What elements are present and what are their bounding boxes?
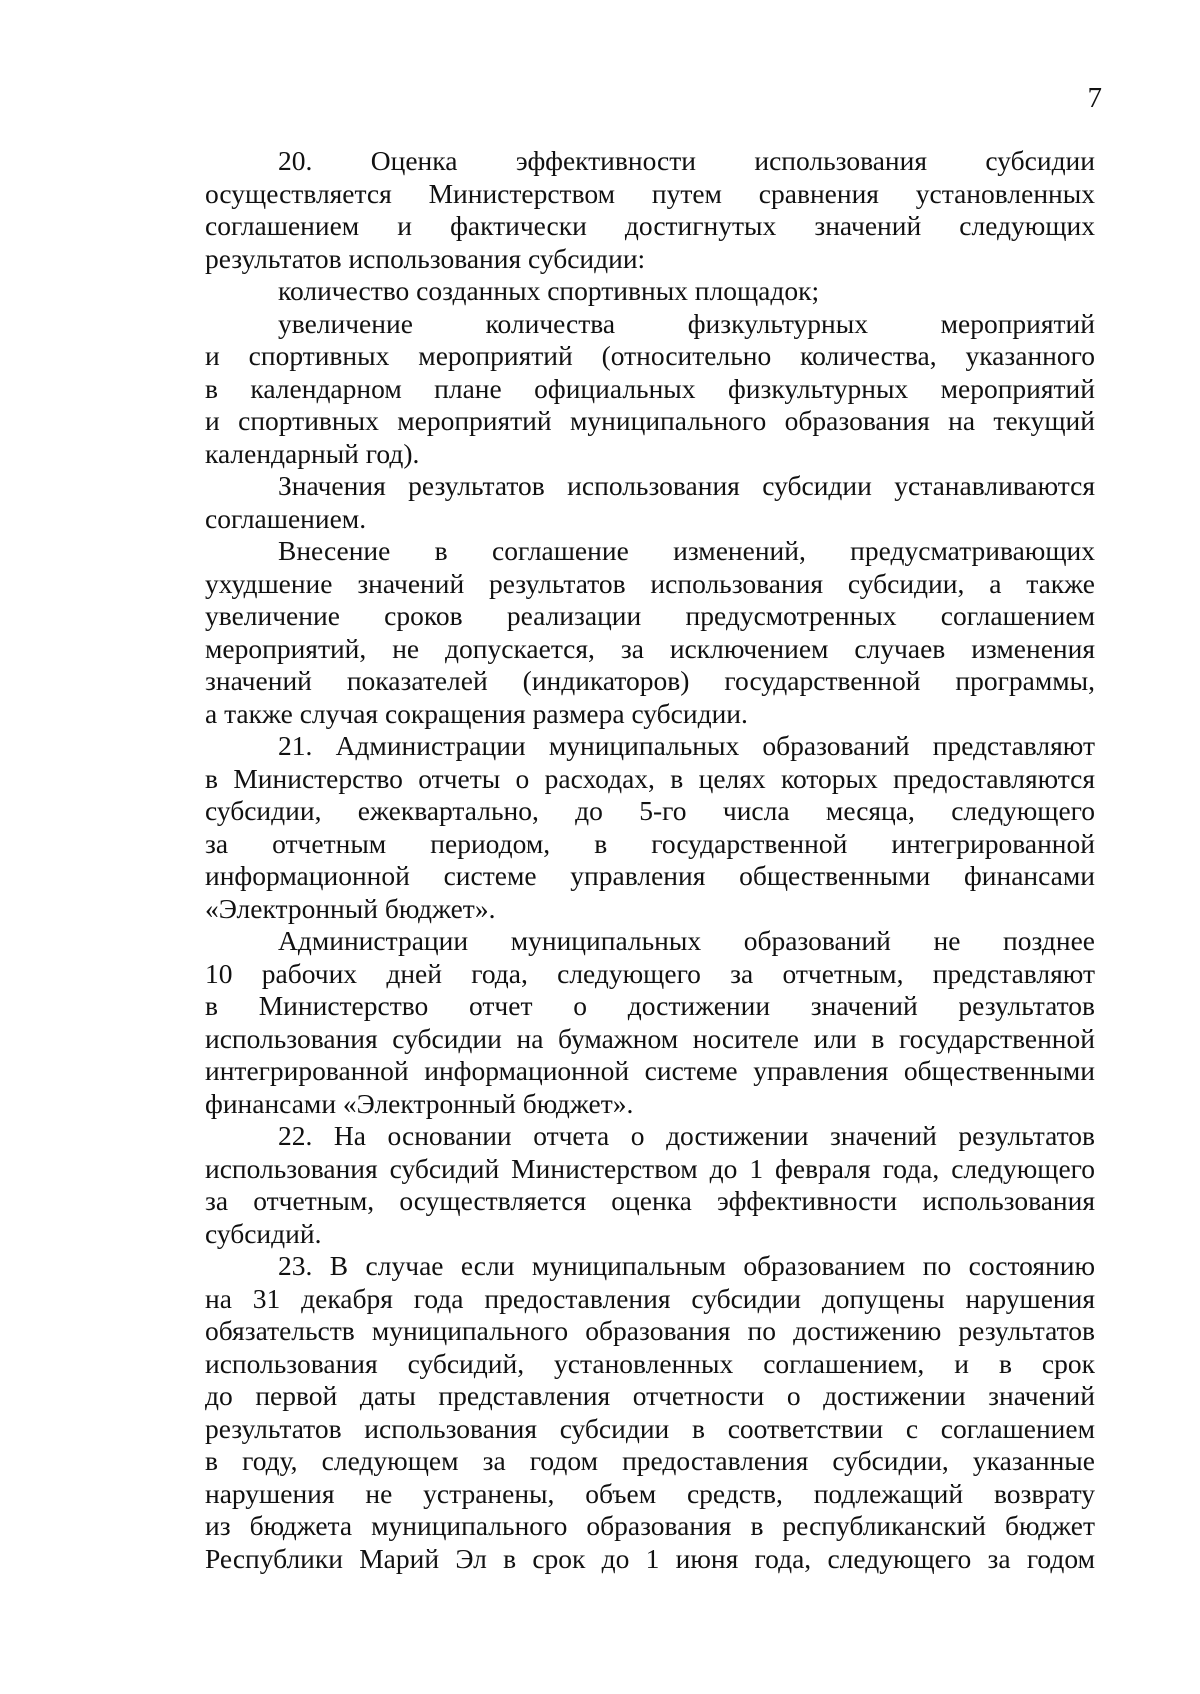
text-line: мероприятий, не допускается, за исключением случаев изменения [205,632,1095,664]
text-line: и спортивных мероприятий (относительно количества, указанного [205,340,1095,371]
text-line: использования субсидий Министерством до 1 февраля года, следующего [205,1152,1095,1184]
text-line: увеличение количества физкультурных мероприятий [278,307,1095,339]
text-line: соглашением и фактически достигнутых значений следующих [205,210,1095,241]
text-line: Внесение в соглашение изменений, предусматривающих [278,535,1095,566]
text-line: за отчетным, осуществляется оценка эффективности использования [205,1185,1095,1216]
text-line: в Министерство отчеты о расходах, в целях которых предоставляются [205,762,1095,794]
document-body [205,145,1095,1575]
text-line: и спортивных мероприятий муниципального образования на текущий [205,405,1095,436]
text-line: до первой даты представления отчетности о достижении значений [205,1380,1095,1411]
text-line: результатов использования субсидии в соответствии с соглашением [205,1412,1095,1444]
text-line: использования субсидий, установленных соглашением, и в срок [205,1347,1095,1379]
text-line: Республики Марий Эл в срок до 1 июня года, следующего за годом [205,1542,1095,1574]
text-line: в году, следующем за годом предоставления субсидии, указанные [205,1445,1095,1476]
text-line: финансами «Электронный бюджет». [205,1087,634,1119]
text-line: ухудшение значений результатов использования субсидии, а также [205,567,1095,599]
text-line: нарушения не устранены, объем средств, подлежащий возврату [205,1477,1095,1509]
text-line: значений показателей (индикаторов) государственной программы, [205,665,1095,696]
text-line: 20. Оценка эффективности использования субсидии [278,145,1095,176]
text-line: за отчетным периодом, в государственной интегрированной [205,827,1095,859]
text-line: соглашением. [205,502,367,534]
text-line: календарный год). [205,437,420,469]
text-line: 23. В случае если муниципальным образованием по состоянию [278,1250,1095,1281]
text-line: увеличение сроков реализации предусмотренных соглашением [205,600,1095,631]
text-line: 21. Администрации муниципальных образований представляют [278,730,1095,761]
text-line: количество созданных спортивных площадок; [278,275,820,306]
text-line: интегрированной информационной системе управления общественными [205,1055,1095,1086]
text-line: в Министерство отчет о достижении значений результатов [205,990,1095,1021]
text-line: в календарном плане официальных физкультурных мероприятий [205,372,1095,404]
text-line: Значения результатов использования субсидии устанавливаются [278,470,1095,501]
text-line: осуществляется Министерством путем сравнения установленных [205,177,1095,209]
text-line: 22. На основании отчета о достижении значений результатов [278,1120,1095,1151]
text-line: результатов использования субсидии: [205,242,646,274]
page-number: 7 [1087,82,1102,114]
text-line: информационной системе управления общественными финансами [205,860,1095,891]
text-line: 10 рабочих дней года, следующего за отчетным, представляют [205,957,1095,989]
text-line: «Электронный бюджет». [205,892,496,924]
text-line: а также случая сокращения размера субсидии. [205,697,748,729]
text-line: использования субсидии на бумажном носителе или в государственной [205,1022,1095,1054]
text-line: на 31 декабря года предоставления субсидии допущены нарушения [205,1282,1095,1314]
text-line: Администрации муниципальных образований не позднее [278,925,1095,956]
text-line: обязательств муниципального образования по достижению результатов [205,1315,1095,1346]
text-line: из бюджета муниципального образования в республиканский бюджет [205,1510,1095,1541]
text-line: субсидий. [205,1217,322,1249]
text-line: субсидии, ежеквартально, до 5-го числа месяца, следующего [205,795,1095,826]
